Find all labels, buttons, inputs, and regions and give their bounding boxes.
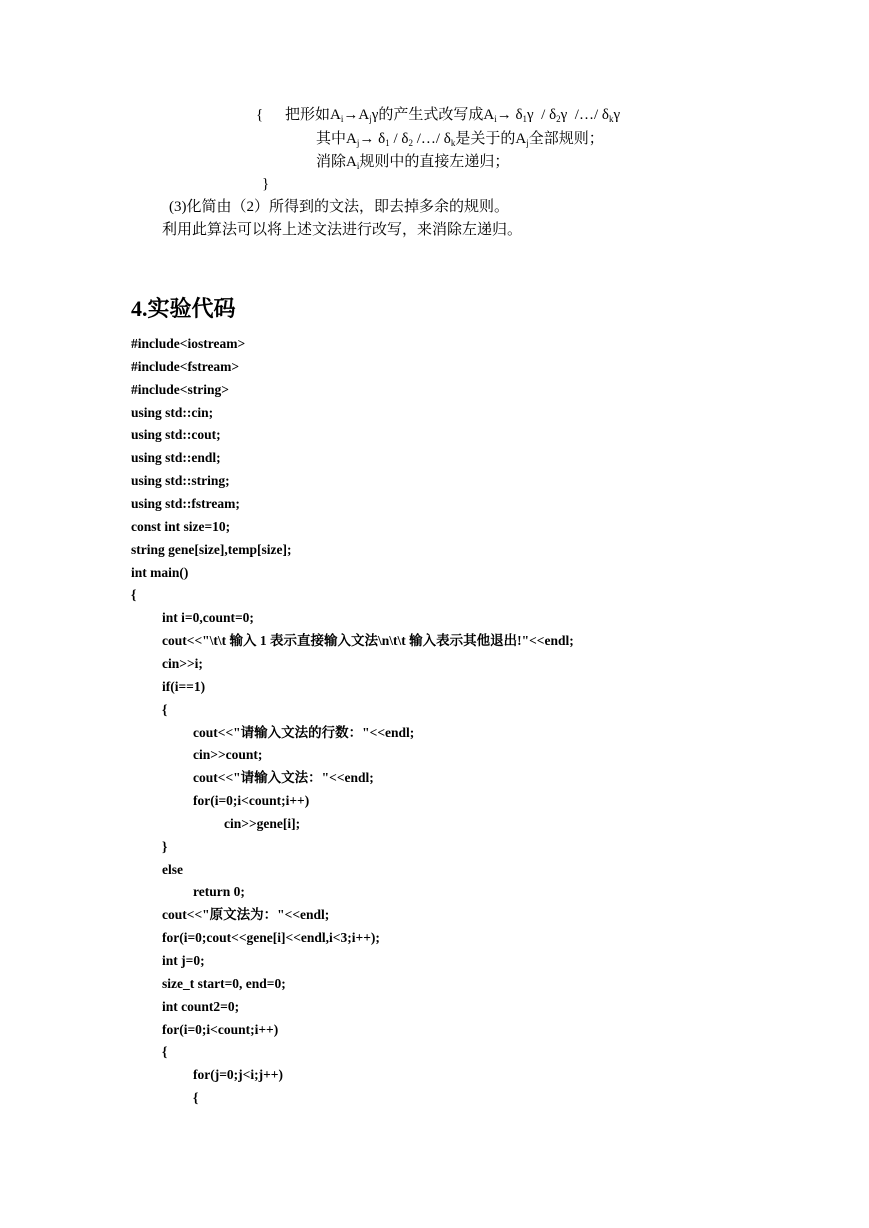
code-line: for(i=0;i<count;i++) xyxy=(162,1021,279,1037)
algorithm-step-rewrite: 把形如$A_i\to A_j\gamma$的产生式改写成$A_i\to \delta_1\gamma / \delta_2\gamma$ /…/ $\delta_k\gamma$ xyxy=(285,107,621,124)
code-line: #include<iostream> xyxy=(131,336,246,351)
algorithm-step-where: 其中$A_j\to \delta_1 / \delta_2$ /…/ $\delta_k$是关于的$A_j$全部规则； xyxy=(316,131,604,148)
algorithm-step-3: (3)化简由（2）所得到的文法，即去掉多余的规则。 xyxy=(169,199,509,215)
code-line: size_t start=0, end=0; xyxy=(162,975,286,991)
code-line: int j=0; xyxy=(162,953,205,968)
code-line: } xyxy=(162,838,168,854)
code-line: cin>>count; xyxy=(193,747,263,763)
code-line: string gene[size],temp[size]; xyxy=(131,541,292,557)
code-line: int i=0,count=0; xyxy=(162,610,254,626)
code-line: int main() xyxy=(131,564,189,580)
code-line: #include<string> xyxy=(131,381,229,397)
code-line: { xyxy=(131,587,137,603)
code-line: for(j=0;j<i;j++) xyxy=(193,1067,283,1083)
code-line: cout<<"原文法为："<<endl; xyxy=(162,907,330,923)
code-line: cout<<"请输入文法的行数："<<endl; xyxy=(193,724,415,740)
code-line: { xyxy=(162,1044,168,1060)
code-line: { xyxy=(162,701,168,717)
code-line: { xyxy=(193,1090,199,1106)
code-line: using std::cin; xyxy=(131,404,214,420)
code-line: #include<fstream> xyxy=(131,358,240,374)
code-line: cin>>i; xyxy=(162,655,203,671)
code-line: for(i=0;cout<<gene[i]<<endl,i<3;i++); xyxy=(162,930,380,946)
code-line: cout<<"请输入文法："<<endl; xyxy=(193,770,374,786)
code-line: const int size=10; xyxy=(131,518,231,534)
algorithm-conclusion: 利用此算法可以将上述文法进行改写，来消除左递归。 xyxy=(162,222,523,238)
code-line: if(i==1) xyxy=(162,678,206,694)
code-line: cout<<"\t\t 输入 1 表示直接输入文法\n\t\t 输入表示其他退出!"<<endl; xyxy=(162,633,574,648)
algorithm-brace-close: } xyxy=(262,176,270,192)
code-line: using std::string; xyxy=(131,473,230,489)
algorithm-step-eliminate: 消除$A_i$规则中的直接左递归； xyxy=(316,154,510,171)
algorithm-brace-open: { xyxy=(256,107,264,123)
code-line: cin>>gene[i]; xyxy=(224,815,301,831)
code-line: int count2=0; xyxy=(162,998,240,1014)
code-line: using std::endl; xyxy=(131,450,221,466)
code-line: return 0; xyxy=(193,884,245,900)
code-line: else xyxy=(162,861,183,877)
code-line: for(i=0;i<count;i++) xyxy=(193,793,310,808)
code-line: using std::fstream; xyxy=(131,496,240,511)
code-line: using std::cout; xyxy=(131,427,221,443)
section-heading: 4.实验代码 xyxy=(131,296,236,321)
